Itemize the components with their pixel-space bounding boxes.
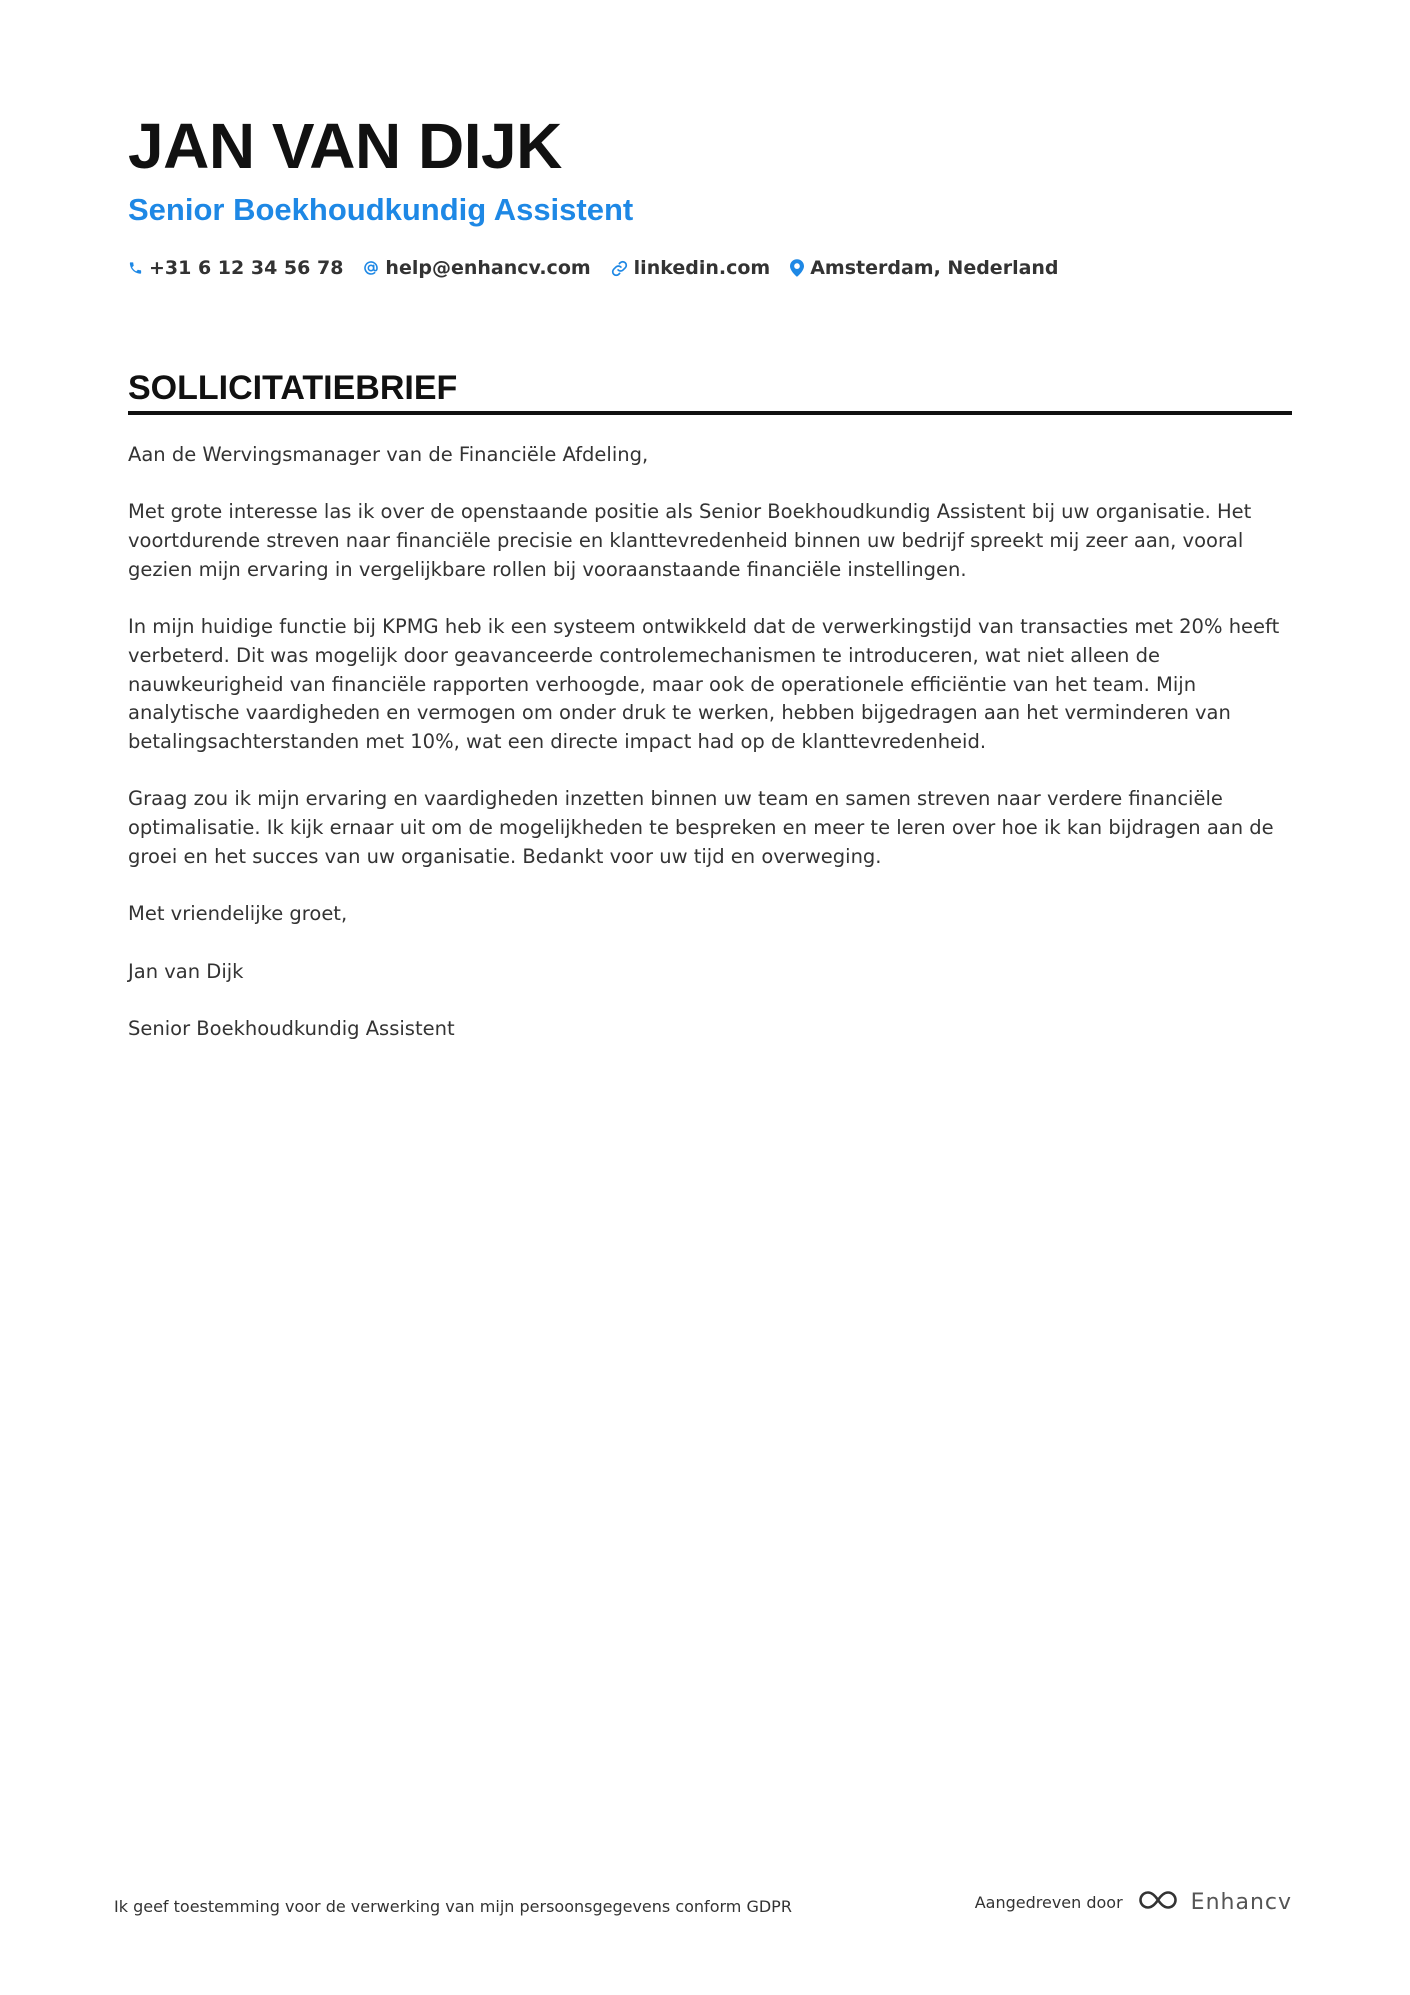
link-icon (611, 260, 628, 277)
letter-paragraph: Graag zou ik mijn ervaring en vaardigheden inzetten binnen uw team en samen streven naar verdere financiële optimalisatie. Ik kijk ernaar uit om de mogelijkheden te bespreken en meer te leren over hoe ik kan bijdragen aan de groei en het succes van uw organisatie. Bedankt voor uw tijd en overweging. (128, 787, 1274, 868)
letter-paragraph: Met grote interesse las ik over de openstaande positie als Senior Boekhoudkundig Assistent bij uw organisatie. Het voortdurende streven naar financiële precisie en klanttevredenheid binnen uw bedrijf spreekt mij zeer aan, vooral gezien mijn ervaring in vergelijkbare rollen bij vooraanstaande financiële instellingen. (128, 500, 1252, 581)
letter-paragraph: In mijn huidige functie bij KPMG heb ik een systeem ontwikkeld dat de verwerkingstijd van transacties met 20% heeft verbeterd. Dit was mogelijk door geavanceerde controlemechanismen te introduceren, wat niet alleen de nauwkeurigheid van financiële rapporten verhoogde, maar ook de operationele efficiëntie van het team. Mijn analytische vaardigheden en vermogen om onder druk te werken, hebben bijgedragen aan het verminderen van betalingsachterstanden met 10%, wat een directe impact had op de klanttevredenheid. (128, 615, 1280, 753)
signature-title: Senior Boekhoudkundig Assistent (128, 1016, 455, 1040)
contact-phone-text: +31 6 12 34 56 78 (149, 257, 344, 279)
candidate-name: JAN VAN DIJK (128, 110, 562, 182)
contact-linkedin[interactable] (611, 254, 771, 282)
infinity-logo-icon (1135, 1888, 1181, 1916)
contact-phone[interactable] (128, 254, 343, 282)
powered-by[interactable] (975, 1888, 1292, 1916)
section-title: SOLLICITATIEBRIEF (128, 369, 458, 407)
section-divider (128, 411, 1292, 415)
candidate-job-title: Senior Boekhoudkundig Assistent (128, 192, 634, 227)
contact-location (790, 254, 1058, 282)
contact-email[interactable] (363, 254, 590, 282)
contact-location-text: Amsterdam, Nederland (810, 257, 1059, 279)
letter-closing: Met vriendelijke groet, (128, 902, 348, 926)
letter-salutation: Aan de Wervingsmanager van de Financiële Afdeling, (128, 443, 649, 466)
powered-by-label: Aangedreven door (974, 1892, 1123, 1912)
brand-name: Enhancv (1190, 1889, 1292, 1915)
gdpr-consent-note: Ik geef toestemming voor de verwerking van mijn persoonsgegevens conform GDPR (114, 1897, 792, 1916)
phone-icon (128, 260, 143, 276)
enhancv-logo (1135, 1888, 1292, 1916)
letter-body (128, 441, 1292, 1072)
location-pin-icon (790, 259, 804, 277)
at-icon (363, 260, 379, 276)
contact-bar (128, 254, 1059, 282)
contact-linkedin-text: linkedin.com (633, 257, 771, 279)
contact-email-text: help@enhancv.com (385, 257, 591, 279)
signature-name: Jan van Dijk (128, 959, 244, 983)
